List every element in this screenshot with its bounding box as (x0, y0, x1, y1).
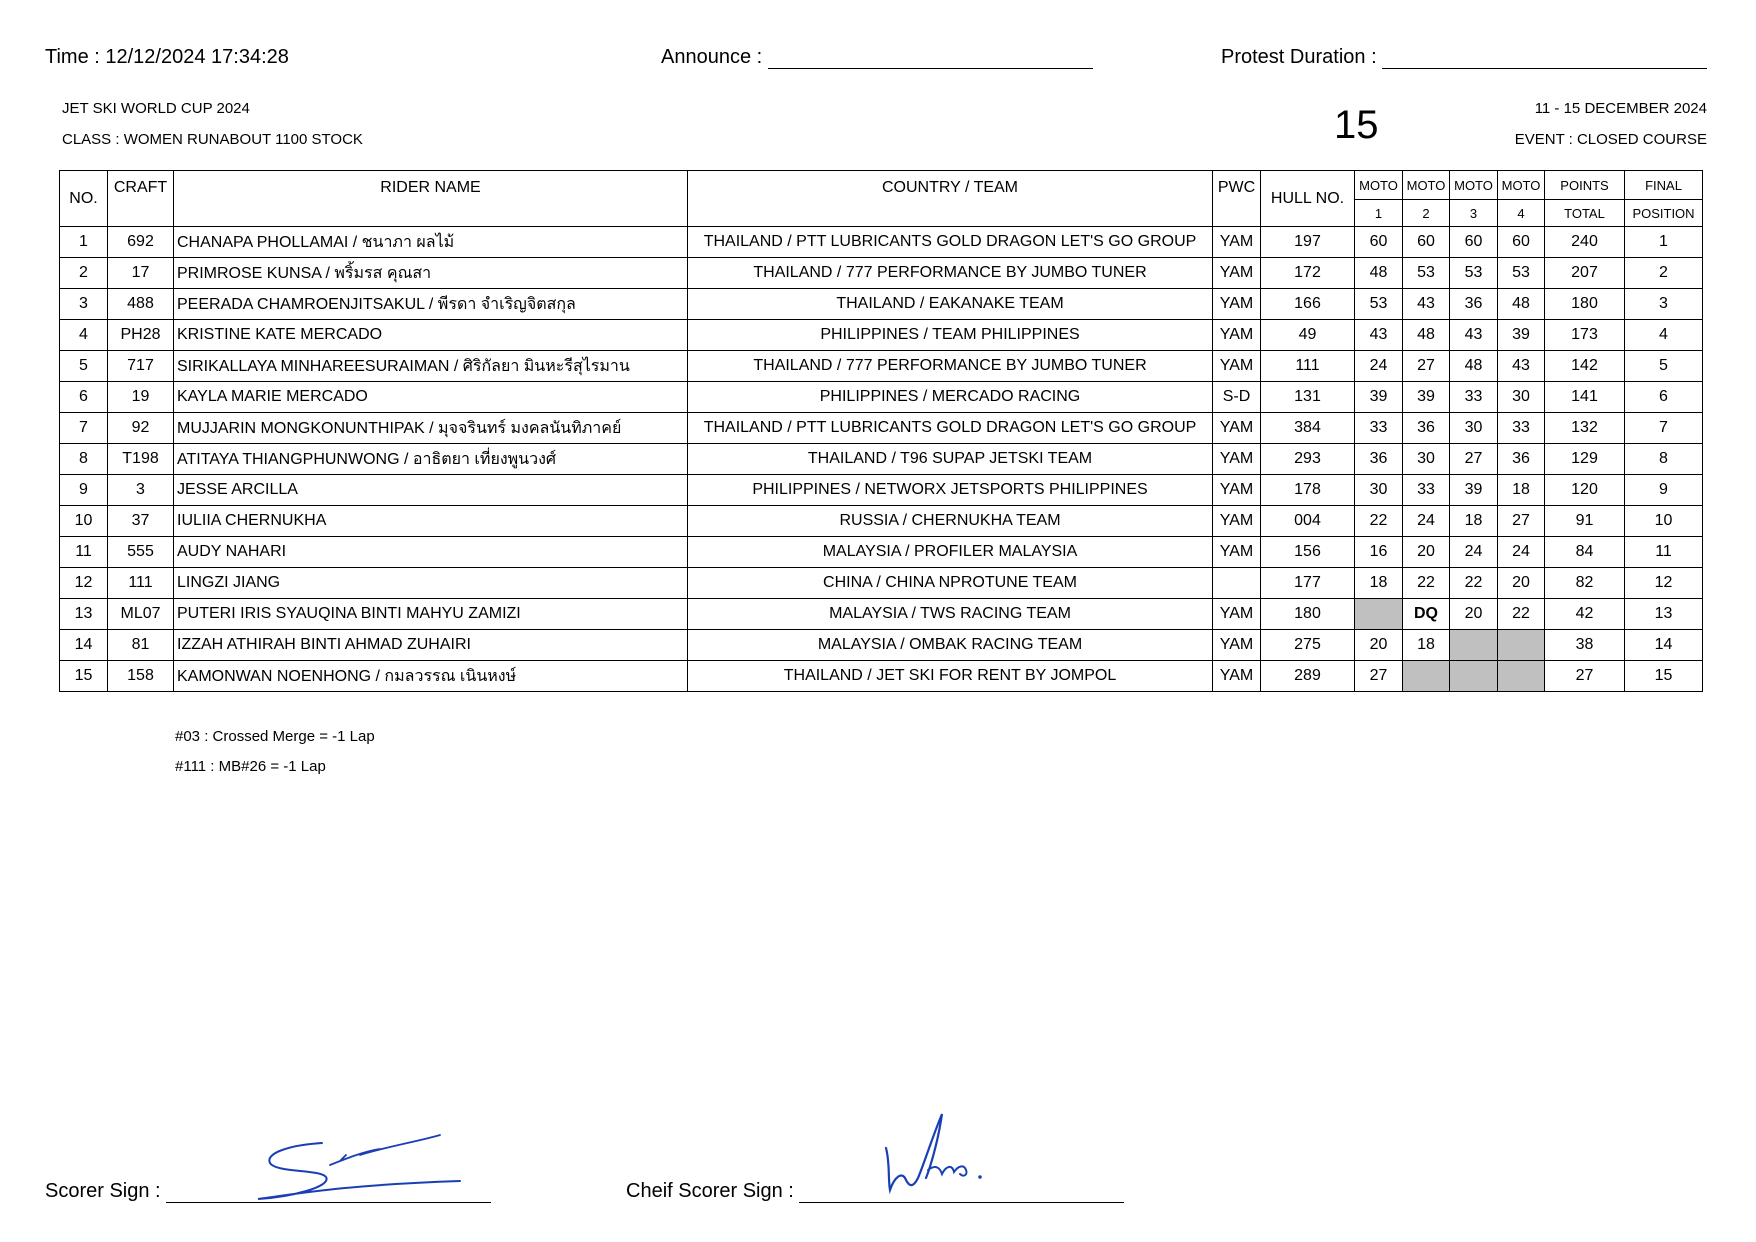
cell-country-team: CHINA / CHINA NPROTUNE TEAM (688, 568, 1213, 599)
table-row (60, 630, 1703, 661)
cell-points-total: 82 (1545, 568, 1625, 599)
cell-moto4: 22 (1498, 599, 1545, 630)
cell-hull-no: 49 (1261, 320, 1355, 351)
cell-no: 7 (60, 413, 108, 444)
cell-pwc: YAM (1213, 661, 1261, 692)
cell-moto2: 39 (1403, 382, 1450, 413)
cell-pwc: YAM (1213, 444, 1261, 475)
cell-no: 4 (60, 320, 108, 351)
cell-final-position: 6 (1625, 382, 1703, 413)
cell-moto1: 20 (1355, 630, 1403, 661)
cell-country-team: MALAYSIA / TWS RACING TEAM (688, 599, 1213, 630)
cell-pwc: YAM (1213, 413, 1261, 444)
cell-craft: 111 (108, 568, 174, 599)
protest-label: Protest Duration : (1221, 46, 1377, 68)
cell-points-total: 240 (1545, 227, 1625, 258)
cell-points-total: 42 (1545, 599, 1625, 630)
cell-pwc: YAM (1213, 475, 1261, 506)
col-rider-name: RIDER NAME (174, 171, 688, 227)
cell-points-total: 38 (1545, 630, 1625, 661)
cell-moto3: 43 (1450, 320, 1498, 351)
table-row (60, 475, 1703, 506)
cell-moto1: 24 (1355, 351, 1403, 382)
cell-moto2: 18 (1403, 630, 1450, 661)
scorer-sign-label: Scorer Sign : (45, 1180, 161, 1202)
cell-rider-name: ATITAYA THIANGPHUNWONG / อาธิตยา เที่ยงพูนวงศ์ (174, 444, 688, 475)
event-name: JET SKI WORLD CUP 2024 (62, 100, 250, 117)
cell-moto4 (1498, 661, 1545, 692)
cell-pwc: YAM (1213, 599, 1261, 630)
col-moto2-num: 2 (1403, 200, 1450, 227)
cell-final-position: 1 (1625, 227, 1703, 258)
cell-moto3: 20 (1450, 599, 1498, 630)
cell-country-team: THAILAND / 777 PERFORMANCE BY JUMBO TUNER (688, 351, 1213, 382)
cell-craft: ML07 (108, 599, 174, 630)
cell-rider-name: CHANAPA PHOLLAMAI / ชนาภา ผลไม้ (174, 227, 688, 258)
table-row (60, 661, 1703, 692)
cell-no: 13 (60, 599, 108, 630)
col-moto3-num: 3 (1450, 200, 1498, 227)
cell-moto3 (1450, 661, 1498, 692)
cell-moto1: 43 (1355, 320, 1403, 351)
cell-rider-name: KAYLA MARIE MERCADO (174, 382, 688, 413)
col-moto4-top: MOTO (1498, 171, 1545, 200)
cell-final-position: 11 (1625, 537, 1703, 568)
cell-hull-no: 131 (1261, 382, 1355, 413)
cell-moto3: 22 (1450, 568, 1498, 599)
table-row (60, 258, 1703, 289)
cell-moto4: 60 (1498, 227, 1545, 258)
cell-craft: 158 (108, 661, 174, 692)
cell-moto1: 22 (1355, 506, 1403, 537)
cell-moto3: 24 (1450, 537, 1498, 568)
cell-moto3: 53 (1450, 258, 1498, 289)
cell-hull-no: 111 (1261, 351, 1355, 382)
cell-no: 3 (60, 289, 108, 320)
cell-points-total: 91 (1545, 506, 1625, 537)
cell-pwc: YAM (1213, 506, 1261, 537)
cell-moto1: 18 (1355, 568, 1403, 599)
cell-moto2: 27 (1403, 351, 1450, 382)
chief-scorer-signature (880, 1108, 1000, 1198)
cell-hull-no: 293 (1261, 444, 1355, 475)
cell-rider-name: KAMONWAN NOENHONG / กมลวรรณ เนินหงษ์ (174, 661, 688, 692)
cell-moto2: 20 (1403, 537, 1450, 568)
cell-moto3: 27 (1450, 444, 1498, 475)
cell-country-team: THAILAND / 777 PERFORMANCE BY JUMBO TUNER (688, 258, 1213, 289)
announce-blank (768, 50, 1093, 69)
cell-hull-no: 384 (1261, 413, 1355, 444)
table-row (60, 568, 1703, 599)
cell-points-total: 120 (1545, 475, 1625, 506)
col-moto2-top: MOTO (1403, 171, 1450, 200)
cell-final-position: 13 (1625, 599, 1703, 630)
cell-moto4: 24 (1498, 537, 1545, 568)
cell-pwc: YAM (1213, 351, 1261, 382)
col-moto4-num: 4 (1498, 200, 1545, 227)
cell-moto1: 53 (1355, 289, 1403, 320)
cell-no: 1 (60, 227, 108, 258)
cell-country-team: PHILIPPINES / TEAM PHILIPPINES (688, 320, 1213, 351)
cell-moto2: 36 (1403, 413, 1450, 444)
cell-moto2: 53 (1403, 258, 1450, 289)
col-hull-no: HULL NO. (1261, 171, 1355, 227)
cell-rider-name: KRISTINE KATE MERCADO (174, 320, 688, 351)
cell-moto4: 18 (1498, 475, 1545, 506)
col-final-top: FINAL (1625, 171, 1703, 200)
cell-moto4: 30 (1498, 382, 1545, 413)
note-line: #03 : Crossed Merge = -1 Lap (175, 728, 375, 745)
cell-points-total: 132 (1545, 413, 1625, 444)
cell-moto1 (1355, 599, 1403, 630)
cell-moto2: 24 (1403, 506, 1450, 537)
col-moto3-top: MOTO (1450, 171, 1498, 200)
cell-rider-name: LINGZI JIANG (174, 568, 688, 599)
cell-final-position: 12 (1625, 568, 1703, 599)
cell-craft: 81 (108, 630, 174, 661)
cell-moto1: 27 (1355, 661, 1403, 692)
cell-moto1: 39 (1355, 382, 1403, 413)
cell-points-total: 27 (1545, 661, 1625, 692)
cell-hull-no: 180 (1261, 599, 1355, 630)
cell-rider-name: PEERADA CHAMROENJITSAKUL / พีรดา จำเริญจิตสกุล (174, 289, 688, 320)
col-moto1-num: 1 (1355, 200, 1403, 227)
notes (175, 722, 375, 782)
cell-craft: T198 (108, 444, 174, 475)
event-type: EVENT : CLOSED COURSE (1514, 131, 1707, 148)
cell-moto2: 30 (1403, 444, 1450, 475)
chief-scorer-sign-label: Cheif Scorer Sign : (626, 1180, 794, 1202)
cell-craft: 717 (108, 351, 174, 382)
cell-country-team: MALAYSIA / PROFILER MALAYSIA (688, 537, 1213, 568)
results-body (60, 227, 1703, 692)
cell-pwc: YAM (1213, 630, 1261, 661)
cell-hull-no: 004 (1261, 506, 1355, 537)
cell-craft: 17 (108, 258, 174, 289)
cell-moto2: 48 (1403, 320, 1450, 351)
cell-pwc: S-D (1213, 382, 1261, 413)
cell-hull-no: 275 (1261, 630, 1355, 661)
cell-moto2 (1403, 661, 1450, 692)
cell-no: 11 (60, 537, 108, 568)
cell-moto1: 36 (1355, 444, 1403, 475)
table-row (60, 444, 1703, 475)
cell-rider-name: PUTERI IRIS SYAUQINA BINTI MAHYU ZAMIZI (174, 599, 688, 630)
cell-rider-name: AUDY NAHARI (174, 537, 688, 568)
cell-moto1: 60 (1355, 227, 1403, 258)
cell-moto4: 20 (1498, 568, 1545, 599)
cell-moto3: 36 (1450, 289, 1498, 320)
chief-scorer-sign-field (626, 1180, 1124, 1203)
cell-final-position: 9 (1625, 475, 1703, 506)
cell-pwc: YAM (1213, 320, 1261, 351)
cell-country-team: MALAYSIA / OMBAK RACING TEAM (688, 630, 1213, 661)
cell-final-position: 8 (1625, 444, 1703, 475)
cell-final-position: 2 (1625, 258, 1703, 289)
cell-moto4: 43 (1498, 351, 1545, 382)
cell-points-total: 129 (1545, 444, 1625, 475)
col-pwc: PWC (1213, 171, 1261, 227)
cell-moto2: 22 (1403, 568, 1450, 599)
table-row (60, 599, 1703, 630)
cell-craft: 19 (108, 382, 174, 413)
cell-hull-no: 289 (1261, 661, 1355, 692)
col-craft: CRAFT (108, 171, 174, 227)
table-row (60, 289, 1703, 320)
cell-moto4: 33 (1498, 413, 1545, 444)
cell-country-team: THAILAND / PTT LUBRICANTS GOLD DRAGON LET'S GO GROUP (688, 413, 1213, 444)
class-label: CLASS : WOMEN RUNABOUT 1100 STOCK (62, 131, 363, 148)
cell-hull-no: 177 (1261, 568, 1355, 599)
table-row (60, 537, 1703, 568)
cell-hull-no: 172 (1261, 258, 1355, 289)
cell-country-team: THAILAND / PTT LUBRICANTS GOLD DRAGON LET'S GO GROUP (688, 227, 1213, 258)
table-row (60, 351, 1703, 382)
col-no: NO. (60, 171, 108, 227)
cell-rider-name: MUJJARIN MONGKONUNTHIPAK / มุจจรินทร์ มงคลนันทิภาคย์ (174, 413, 688, 444)
cell-no: 2 (60, 258, 108, 289)
cell-hull-no: 178 (1261, 475, 1355, 506)
cell-pwc: YAM (1213, 227, 1261, 258)
cell-craft: 92 (108, 413, 174, 444)
cell-rider-name: JESSE ARCILLA (174, 475, 688, 506)
cell-country-team: RUSSIA / CHERNUKHA TEAM (688, 506, 1213, 537)
time-label: Time : 12/12/2024 17:34:28 (45, 46, 289, 68)
rider-count: 15 (1334, 103, 1379, 147)
cell-final-position: 5 (1625, 351, 1703, 382)
cell-final-position: 10 (1625, 506, 1703, 537)
cell-moto2: 33 (1403, 475, 1450, 506)
cell-no: 5 (60, 351, 108, 382)
cell-pwc (1213, 568, 1261, 599)
event-dates: 11 - 15 DECEMBER 2024 (1534, 100, 1707, 117)
cell-moto2: 43 (1403, 289, 1450, 320)
cell-country-team: THAILAND / JET SKI FOR RENT BY JOMPOL (688, 661, 1213, 692)
cell-craft: 3 (108, 475, 174, 506)
cell-moto2: DQ (1403, 599, 1450, 630)
cell-rider-name: SIRIKALLAYA MINHAREESURAIMAN / ศิริกัลยา มินหะรีสุไรมาน (174, 351, 688, 382)
col-country-team: COUNTRY / TEAM (688, 171, 1213, 227)
col-points-top: POINTS (1545, 171, 1625, 200)
note-line: #111 : MB#26 = -1 Lap (175, 758, 326, 775)
col-final-position: POSITION (1625, 200, 1703, 227)
cell-pwc: YAM (1213, 537, 1261, 568)
cell-final-position: 15 (1625, 661, 1703, 692)
cell-moto1: 48 (1355, 258, 1403, 289)
cell-points-total: 84 (1545, 537, 1625, 568)
cell-rider-name: IULIIA CHERNUKHA (174, 506, 688, 537)
cell-points-total: 207 (1545, 258, 1625, 289)
table-row (60, 506, 1703, 537)
cell-moto2: 60 (1403, 227, 1450, 258)
cell-points-total: 142 (1545, 351, 1625, 382)
cell-moto1: 16 (1355, 537, 1403, 568)
cell-moto3: 39 (1450, 475, 1498, 506)
scorer-signature (250, 1125, 470, 1205)
cell-moto4 (1498, 630, 1545, 661)
col-points-total: TOTAL (1545, 200, 1625, 227)
cell-moto3: 60 (1450, 227, 1498, 258)
cell-points-total: 180 (1545, 289, 1625, 320)
cell-no: 15 (60, 661, 108, 692)
cell-final-position: 3 (1625, 289, 1703, 320)
cell-moto3: 33 (1450, 382, 1498, 413)
cell-rider-name: PRIMROSE KUNSA / พริ้มรส คุณสา (174, 258, 688, 289)
cell-no: 12 (60, 568, 108, 599)
cell-country-team: THAILAND / T96 SUPAP JETSKI TEAM (688, 444, 1213, 475)
cell-pwc: YAM (1213, 289, 1261, 320)
announce-field (661, 46, 1093, 69)
cell-moto4: 39 (1498, 320, 1545, 351)
cell-rider-name: IZZAH ATHIRAH BINTI AHMAD ZUHAIRI (174, 630, 688, 661)
cell-pwc: YAM (1213, 258, 1261, 289)
cell-final-position: 4 (1625, 320, 1703, 351)
cell-moto3: 18 (1450, 506, 1498, 537)
cell-country-team: THAILAND / EAKANAKE TEAM (688, 289, 1213, 320)
cell-hull-no: 197 (1261, 227, 1355, 258)
cell-no: 9 (60, 475, 108, 506)
protest-blank (1382, 50, 1707, 69)
cell-craft: 555 (108, 537, 174, 568)
cell-no: 8 (60, 444, 108, 475)
announce-label: Announce : (661, 46, 763, 68)
cell-no: 6 (60, 382, 108, 413)
table-row (60, 320, 1703, 351)
cell-moto4: 36 (1498, 444, 1545, 475)
cell-craft: PH28 (108, 320, 174, 351)
cell-moto3: 48 (1450, 351, 1498, 382)
cell-hull-no: 156 (1261, 537, 1355, 568)
cell-points-total: 173 (1545, 320, 1625, 351)
col-moto1-top: MOTO (1355, 171, 1403, 200)
table-row (60, 413, 1703, 444)
cell-moto3 (1450, 630, 1498, 661)
cell-no: 14 (60, 630, 108, 661)
cell-hull-no: 166 (1261, 289, 1355, 320)
cell-final-position: 14 (1625, 630, 1703, 661)
cell-moto3: 30 (1450, 413, 1498, 444)
cell-moto4: 53 (1498, 258, 1545, 289)
cell-moto1: 33 (1355, 413, 1403, 444)
table-row (60, 382, 1703, 413)
cell-craft: 488 (108, 289, 174, 320)
cell-moto4: 27 (1498, 506, 1545, 537)
cell-final-position: 7 (1625, 413, 1703, 444)
cell-moto4: 48 (1498, 289, 1545, 320)
cell-moto1: 30 (1355, 475, 1403, 506)
cell-country-team: PHILIPPINES / NETWORX JETSPORTS PHILIPPINES (688, 475, 1213, 506)
cell-country-team: PHILIPPINES / MERCADO RACING (688, 382, 1213, 413)
protest-field (1221, 46, 1707, 69)
cell-points-total: 141 (1545, 382, 1625, 413)
table-row (60, 227, 1703, 258)
cell-craft: 692 (108, 227, 174, 258)
cell-no: 10 (60, 506, 108, 537)
results-table (59, 170, 1703, 692)
cell-craft: 37 (108, 506, 174, 537)
